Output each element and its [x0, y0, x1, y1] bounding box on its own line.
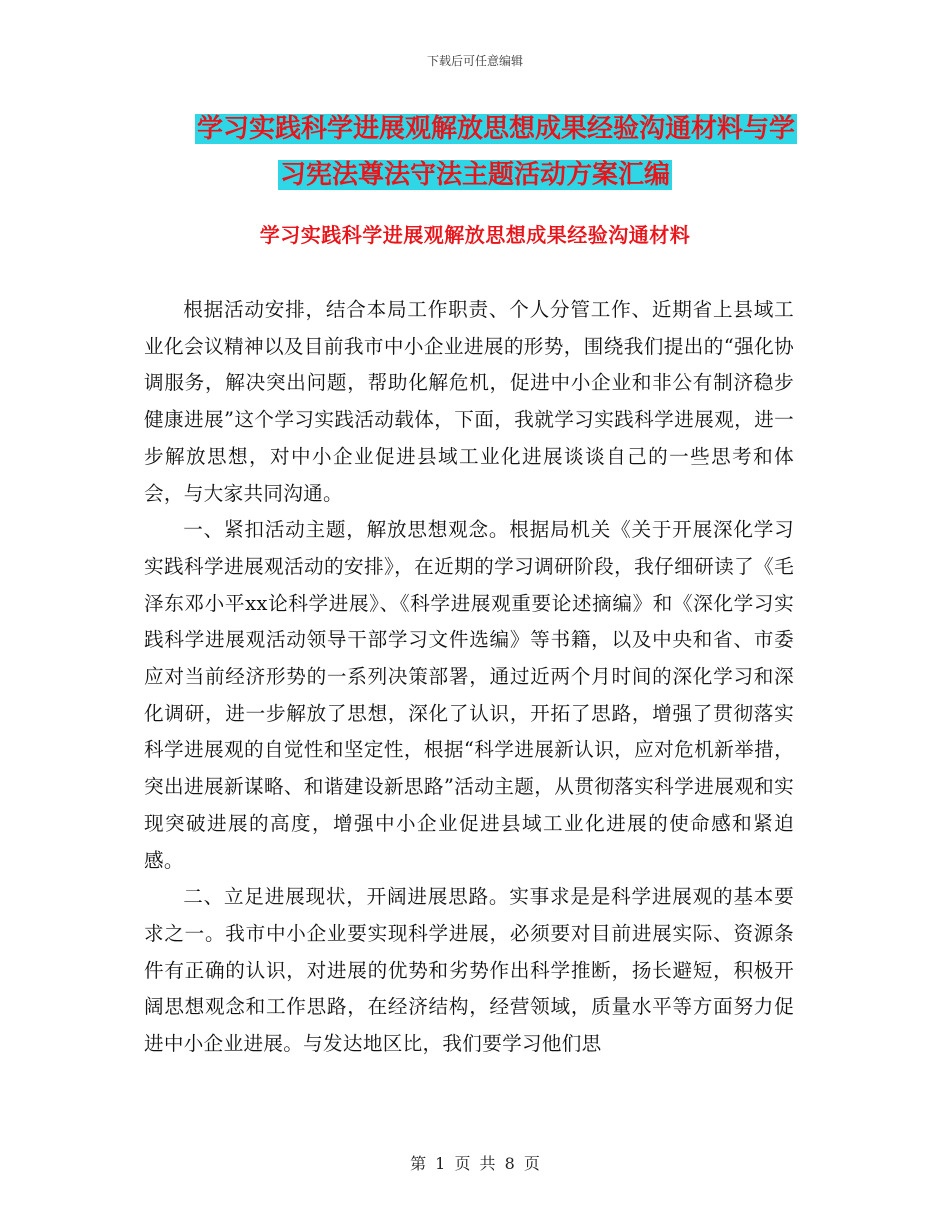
title-line-1: 学习实践科学进展观解放思想成果经验沟通材料与学: [197, 114, 796, 144]
header-note: 下载后可任意编辑: [426, 54, 523, 68]
page-footer: 第 1 页 共 8 页: [410, 1154, 540, 1173]
paragraph: 根据活动安排，结合本局工作职责、个人分管工作、近期省上县域工业化会议精神以及目前我市中小企业进展的形势，围绕我们提出的“强化协调服务，解决突出问题，帮助化解危机，促进中小企业和非公有制济稳步健康进展”这个学习实践活动载体，下面，我就学习实践科学进展观，进一步解放思想，对中小企业促进县域工业化进展谈谈自己的一些思考和体会，与大家共同沟通。: [144, 298, 794, 505]
title-line-2: 习宪法尊法守法主题活动方案汇编: [280, 160, 671, 190]
section-title: 学习实践科学进展观解放思想成果经验沟通材料: [259, 223, 691, 247]
body-text: [144, 292, 794, 1063]
document-title: [170, 106, 820, 198]
paragraph: 二、立足进展现状，开阔进展思路。实事求是是科学进展观的基本要求之一。我市中小企业要实现科学进展，必须要对目前进展实际、资源条件有正确的认识，对进展的优势和劣势作出科学推断，扬长避短，积极开阔思想观念和工作思路，在经济结构，经营领域，质量水平等方面努力促进中小企业进展。与发达地区比，我们要学习他们思: [144, 885, 794, 1056]
paragraph: 一、紧扣活动主题，解放思想观念。根据局机关《关于开展深化学习实践科学进展观活动的安排》，在近期的学习调研阶段，我仔细研读了《毛泽东邓小平xx论科学进展》、《科学进展观重要论述摘编》和《深化学习实践科学进展观活动领导干部学习文件选编》等书籍，以及中央和省、市委应对当前经济形势的一系列决策部署，通过近两个月时间的深化学习和深化调研，进一步解放了思想，深化了认识，开拓了思路，增强了贯彻落实科学进展观的自觉性和坚定性，根据“科学进展新认识，应对危机新举措，突出进展新谋略、和谐建设新思路”活动主题，从贯彻落实科学进展观和实现突破进展的高度，增强中小企业促进县域工业化进展的使命感和紧迫感。: [144, 518, 794, 872]
